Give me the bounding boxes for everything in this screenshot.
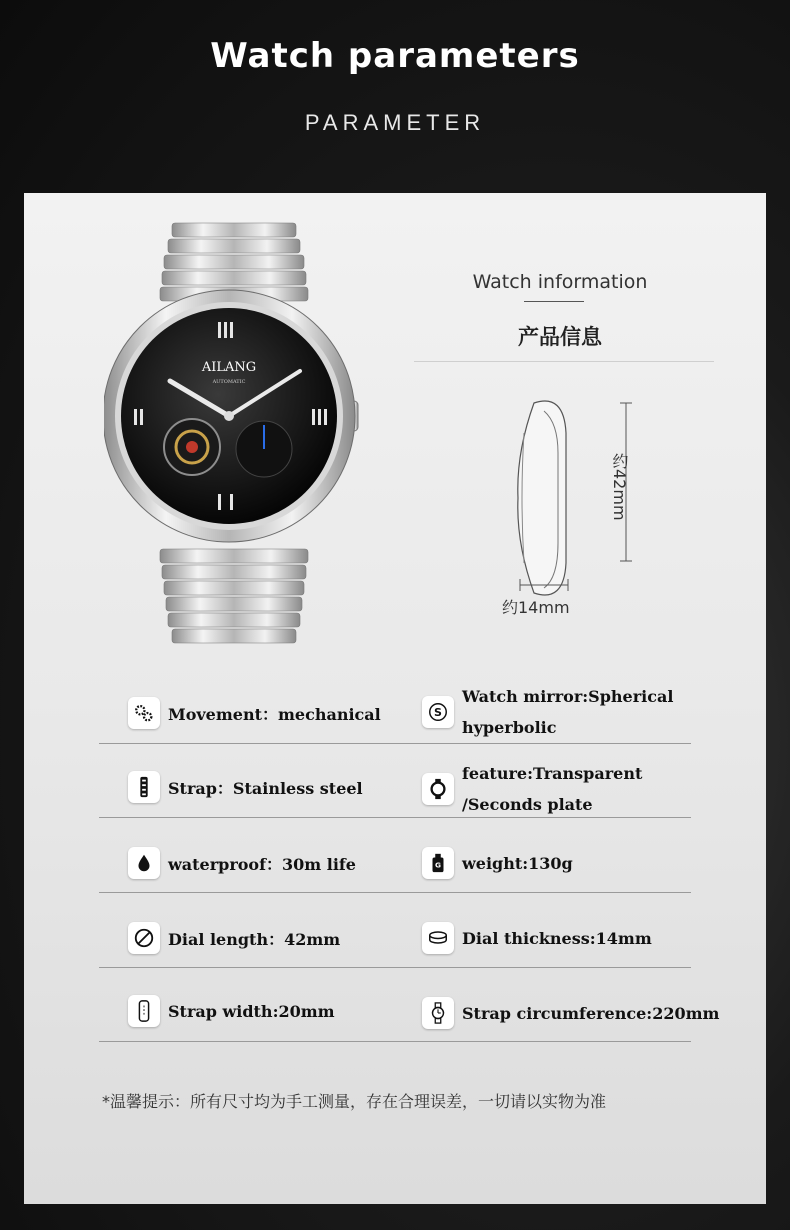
measurement-note: *温馨提示：所有尺寸均为手工测量，存在合理误差，一切请以实物为准: [102, 1092, 607, 1111]
spec-movement: [128, 697, 381, 729]
spec-label: Strap：Stainless steel: [168, 778, 363, 798]
spec-label-line1: Watch mirror:Spherical: [462, 687, 674, 706]
spec-label: weight:130g: [462, 853, 573, 873]
spec-label: Strap width:20mm: [168, 1001, 335, 1021]
row-divider: [99, 967, 691, 968]
watch-brand-text: AILANG: [201, 360, 257, 375]
dial-diameter-icon: [128, 922, 160, 954]
row-divider: [99, 892, 691, 893]
row-divider: [99, 743, 691, 744]
spec-label-line2: hyperbolic: [462, 718, 557, 737]
gears-icon: [128, 697, 160, 729]
water-drop-icon: [128, 847, 160, 879]
spec-label-line2: /Seconds plate: [462, 795, 593, 814]
spec-weight: [422, 847, 573, 879]
spec-label: Movement：mechanical: [168, 704, 381, 724]
strap-circumference-icon: [422, 997, 454, 1029]
thickness-dimension-label: 约14mm: [502, 598, 570, 617]
spec-strap: [128, 771, 363, 803]
parameter-panel: [24, 193, 766, 1204]
s-circle-icon: [422, 696, 454, 728]
strap-icon: [128, 771, 160, 803]
watch-information-title: Watch information: [472, 271, 648, 293]
spec-waterproof: [128, 847, 356, 879]
spec-label: Strap circumference:220mm: [462, 1003, 720, 1023]
svg-text:S: S: [434, 706, 442, 720]
height-dimension-label: 约42mm: [610, 453, 629, 521]
page-subtitle: PARAMETER: [304, 110, 486, 135]
dial-thickness-icon: [422, 922, 454, 954]
spec-dial-length: [128, 922, 340, 954]
spec-label-line1: feature:Transparent: [462, 764, 643, 783]
fine-divider: [414, 361, 714, 362]
spec-watch-mirror: [422, 681, 673, 743]
spec-label: waterproof：30m life: [168, 854, 356, 874]
spec-strap-width: [128, 995, 335, 1027]
spec-label: Dial length：42mm: [168, 929, 341, 949]
row-divider: [99, 1041, 691, 1042]
spec-label: Dial thickness:14mm: [462, 928, 652, 948]
product-information-title-cn: 产品信息: [518, 325, 602, 349]
title-divider: [524, 301, 584, 302]
row-divider: [99, 817, 691, 818]
svg-text:G: G: [434, 860, 442, 870]
spec-dial-thickness: [422, 922, 652, 954]
weight-icon: [422, 847, 454, 879]
page-title: Watch parameters: [210, 36, 580, 76]
spec-feature: [422, 758, 642, 820]
watch-image: [104, 219, 364, 649]
watch-brand-sub-text: AUTOMATIC: [212, 379, 246, 385]
strap-width-icon: [128, 995, 160, 1027]
watch-case-icon: [422, 773, 454, 805]
spec-strap-circumference: [422, 997, 719, 1029]
